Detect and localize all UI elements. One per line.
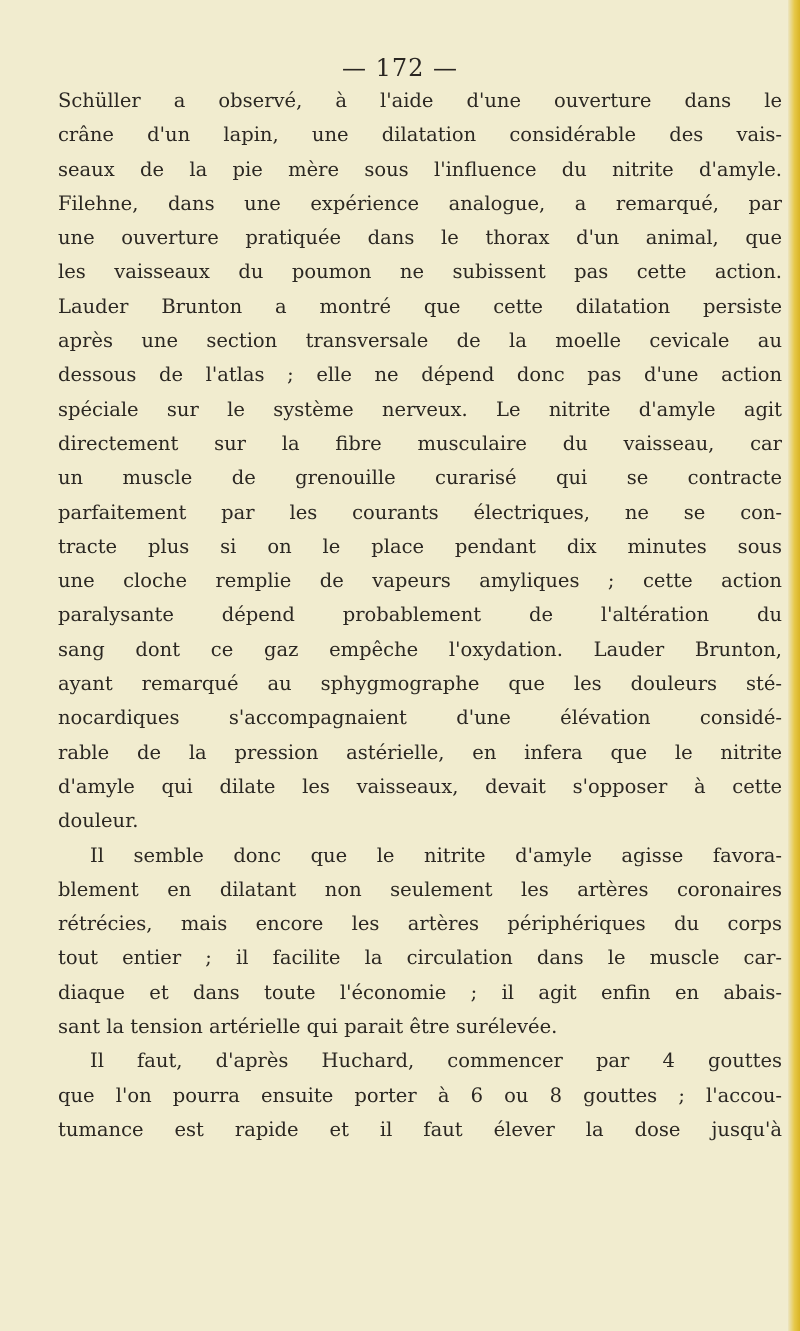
text-line: Il semble donc que le nitrite d'amyle agisse favora- bbox=[90, 843, 782, 867]
text-line: directement sur la fibre musculaire du vaisseau, car bbox=[58, 431, 782, 455]
text-line: tracte plus si on le place pendant dix minutes sous bbox=[58, 534, 782, 558]
text-line: Il faut, d'après Huchard, commencer par 4 gouttes bbox=[90, 1049, 782, 1073]
text-line: spéciale sur le système nerveux. Le nitrite d'amyle agit bbox=[58, 397, 782, 421]
text-line: rétrécies, mais encore les artères périphériques du corps bbox=[58, 912, 782, 936]
text-line: Schüller a observé, à l'aide d'une ouverture dans le bbox=[58, 89, 782, 112]
text-line: parfaitement par les courants électriques, ne se con- bbox=[58, 500, 782, 524]
text-line: diaque et dans toute l'économie ; il agit enfin en abais- bbox=[58, 980, 782, 1004]
text-line: dessous de l'atlas ; elle ne dépend donc pas d'une action bbox=[58, 363, 782, 387]
text-line: que l'on pourra ensuite porter à 6 ou 8 gouttes ; l'accou- bbox=[58, 1083, 782, 1107]
text-line: une ouverture pratiquée dans le thorax d'un animal, que bbox=[58, 226, 782, 250]
text-line: tout entier ; il facilite la circulation dans le muscle car- bbox=[58, 946, 782, 970]
text-line: crâne d'un lapin, une dilatation considérable des vais- bbox=[58, 123, 782, 147]
body-text bbox=[58, 84, 782, 1147]
text-line: un muscle de grenouille curarisé qui se contracte bbox=[58, 466, 782, 490]
text-line: Lauder Brunton a montré que cette dilatation persiste bbox=[58, 294, 782, 318]
text-line: ayant remarqué au sphygmographe que les douleurs sté- bbox=[58, 672, 782, 696]
page-edge bbox=[788, 0, 800, 1331]
text-line: sant la tension artérielle qui parait être surélevée. bbox=[58, 1015, 558, 1039]
text-line: rable de la pression astérielle, en infera que le nitrite bbox=[58, 740, 782, 764]
text-line: blement en dilatant non seulement les artères coronaires bbox=[58, 877, 782, 901]
text-line: douleur. bbox=[58, 809, 139, 833]
text-line: tumance est rapide et il faut élever la dose jusqu'à bbox=[58, 1117, 782, 1141]
text-line: Filehne, dans une expérience analogue, a remarqué, par bbox=[58, 191, 782, 215]
text-line: les vaisseaux du poumon ne subissent pas cette action. bbox=[58, 260, 782, 284]
page-number: — 172 — bbox=[341, 54, 459, 82]
text-line: sang dont ce gaz empêche l'oxydation. Lauder Brunton, bbox=[58, 637, 782, 661]
text-line: seaux de la pie mère sous l'influence du nitrite d'amyle. bbox=[58, 157, 782, 181]
text-line: nocardiques s'accompagnaient d'une élévation considé- bbox=[58, 706, 782, 730]
text-line: après une section transversale de la moelle cevicale au bbox=[58, 329, 782, 353]
text-line: paralysante dépend probablement de l'altération du bbox=[58, 603, 782, 627]
text-line: d'amyle qui dilate les vaisseaux, devait s'opposer à cette bbox=[58, 774, 782, 798]
text-line: une cloche remplie de vapeurs amyliques ; cette action bbox=[58, 569, 782, 593]
